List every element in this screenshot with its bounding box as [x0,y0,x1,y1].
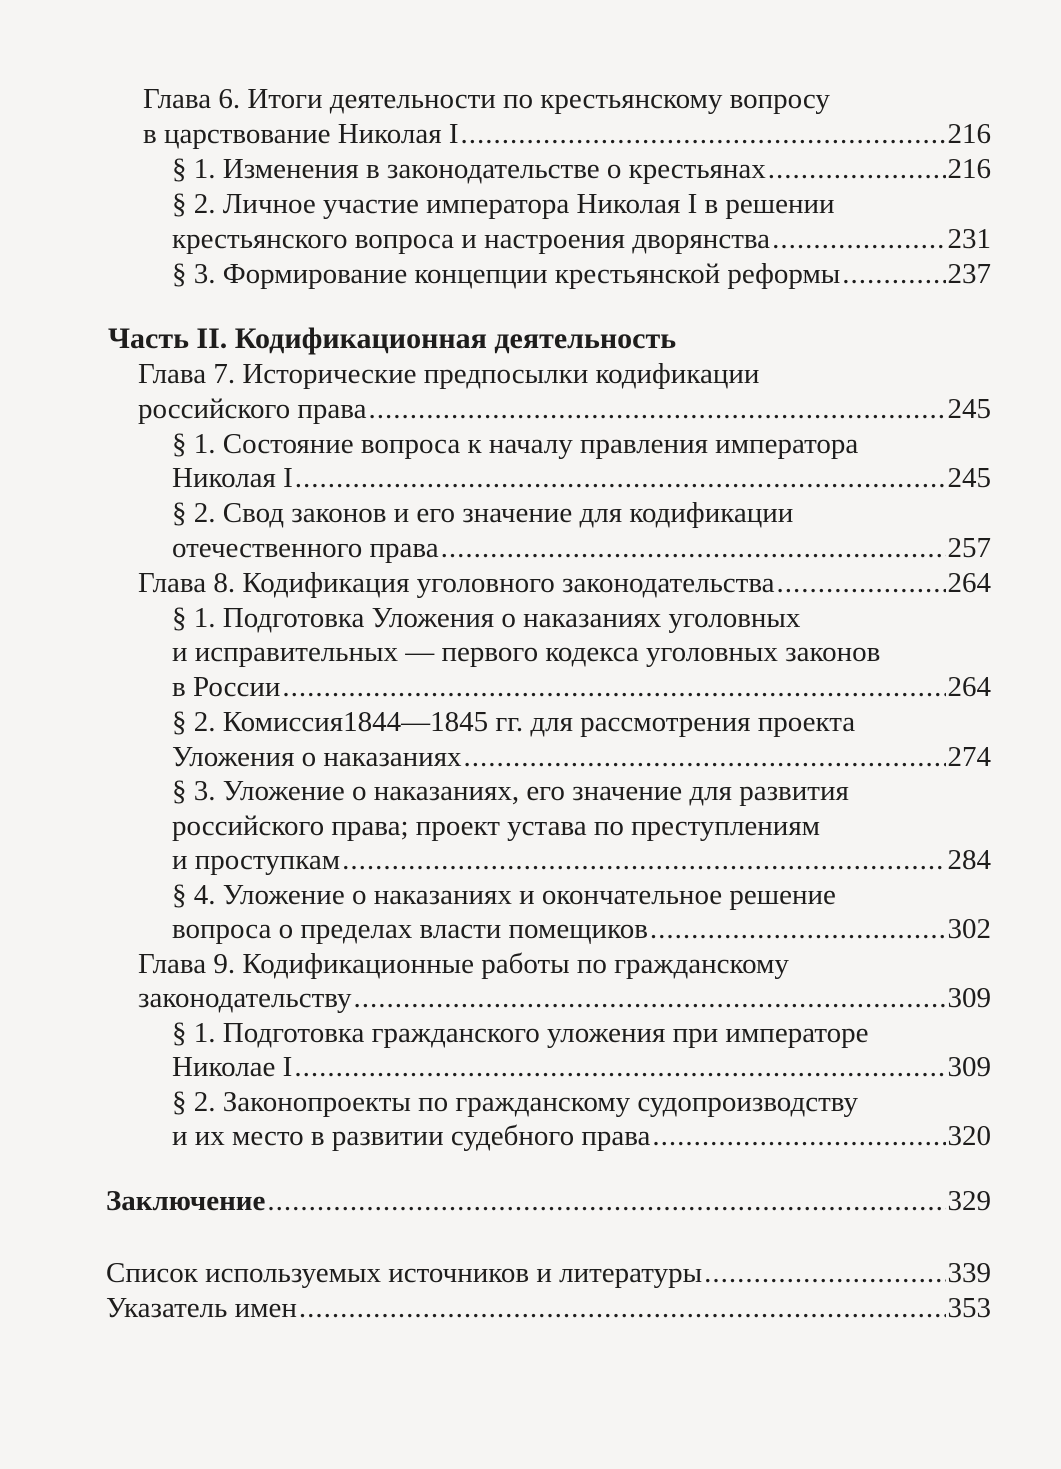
toc-entry-text: § 4. Уложение о наказаниях и окончательное решение [172,879,836,911]
toc-line [143,82,830,116]
toc-entry-text: § 1. Подготовка гражданского уложения при императоре [172,1017,869,1049]
toc-line [172,878,836,912]
toc-line [172,601,800,635]
toc-line [172,1119,991,1153]
toc-line-name-index [106,1291,991,1325]
toc-entry-text: крестьянского вопроса и настроения дворянства [172,223,771,255]
toc-line [172,635,880,669]
toc-entry-text: и исправительных — первого кодекса уголовных законов [172,636,881,668]
toc-entry-text: § 2. Законопроекты по гражданскому судопроизводству [172,1086,858,1118]
toc-entry-text: Глава 7. Исторические предпосылки кодификации [138,358,760,390]
toc-line [172,774,849,808]
leader-dots [464,740,946,774]
toc-line [172,705,855,739]
toc-line [172,461,991,495]
leader-dots [461,117,946,151]
leader-dots [704,1256,945,1290]
toc-entry-text: § 2. Свод законов и его значение для кодификации [172,497,794,529]
toc-line [172,809,820,843]
page-number: 302 [947,913,991,945]
toc-entry-text: Глава 8. Кодификация уголовного законодательства [138,567,775,599]
leader-dots [768,152,946,186]
toc-entry-text: § 2. Личное участие императора Николая I в решении [172,188,835,220]
toc-line [138,947,789,981]
page-number: 245 [947,462,991,494]
toc-entry-text: в царствование Николая I [143,118,459,150]
toc-line [172,187,835,221]
leader-dots [299,1291,946,1325]
toc-entry-text: Заключение [106,1185,266,1217]
toc-entry-text: в России [172,671,281,703]
page-number: 339 [947,1257,991,1289]
leader-dots [282,670,945,704]
leader-dots [652,1119,945,1153]
leader-dots [777,566,946,600]
page-number: 216 [947,153,991,185]
leader-dots [354,981,946,1015]
toc-entry-text: Глава 6. Итоги деятельности по крестьянскому вопросу [143,83,830,115]
toc-line [138,566,991,600]
page-number: 353 [947,1292,991,1324]
toc-line [172,496,793,530]
toc-entry-text: Указатель имен [106,1292,297,1324]
toc-line [172,912,991,946]
page-number: 264 [947,567,991,599]
toc-entry-text: Часть II. Кодификационная деятельность [108,322,677,355]
toc-entry-text: российского права [138,393,367,425]
page-number: 237 [947,258,991,290]
toc-line [138,357,759,391]
toc-entry-text: § 1. Изменения в законодательстве о крестьянах [172,153,766,185]
page-number: 264 [947,671,991,703]
page-number: 257 [947,532,991,564]
toc-line [138,981,991,1015]
toc-entry-text: законодательству [138,982,352,1014]
part-heading [108,322,676,356]
toc-line [172,531,991,565]
page-number: 216 [947,118,991,150]
leader-dots [342,843,945,877]
leader-dots [650,912,946,946]
toc-entry-text: и проступкам [172,844,341,876]
toc-entry-text: § 2. Комиссия1844—1845 гг. для рассмотрения проекта [172,706,856,738]
toc-line [172,740,991,774]
leader-dots [369,392,946,426]
page-number: 329 [947,1185,991,1217]
leader-dots [772,222,945,256]
page-number: 309 [947,1051,991,1083]
toc-entry-text: Глава 9. Кодификационные работы по гражданскому [138,948,789,980]
toc-line [172,427,858,461]
leader-dots [267,1184,945,1218]
toc-line [172,152,991,186]
page-number: 231 [947,223,991,255]
toc-entry-text: Уложения о наказаниях [172,741,462,773]
toc-entry-text: § 3. Формирование концепции крестьянской реформы [172,258,841,290]
toc-line [172,257,991,291]
page-number: 284 [947,844,991,876]
toc-line-conclusion [106,1184,991,1218]
page-number: 320 [947,1120,991,1152]
page-number: 309 [947,982,991,1014]
toc-line [172,222,991,256]
toc-line [172,670,991,704]
toc-line [172,843,991,877]
toc-line [138,392,991,426]
leader-dots [295,461,946,495]
toc-line [143,117,991,151]
toc-entry-text: Николая I [172,462,293,494]
leader-dots [441,531,946,565]
page-number: 274 [947,741,991,773]
toc-entry-text: Список используемых источников и литературы [106,1257,703,1289]
toc-entry-text: и их место в развитии судебного права [172,1120,651,1152]
toc-line-bibliography [106,1256,991,1290]
page-number: 245 [947,393,991,425]
toc-entry-text: отечественного права [172,532,439,564]
toc-entry-text: Николае I [172,1051,293,1083]
toc-line [172,1050,991,1084]
leader-dots [294,1050,945,1084]
toc-entry-text: российского права; проект устава по преступлениям [172,810,821,842]
toc-entry-text: вопроса о пределах власти помещиков [172,913,648,945]
leader-dots [842,257,945,291]
toc-line [172,1016,868,1050]
toc-entry-text: § 1. Подготовка Уложения о наказаниях уголовных [172,602,801,634]
toc-entry-text: § 3. Уложение о наказаниях, его значение для развития [172,775,849,807]
toc-line [172,1085,858,1119]
toc-entry-text: § 1. Состояние вопроса к началу правления императора [172,428,859,460]
